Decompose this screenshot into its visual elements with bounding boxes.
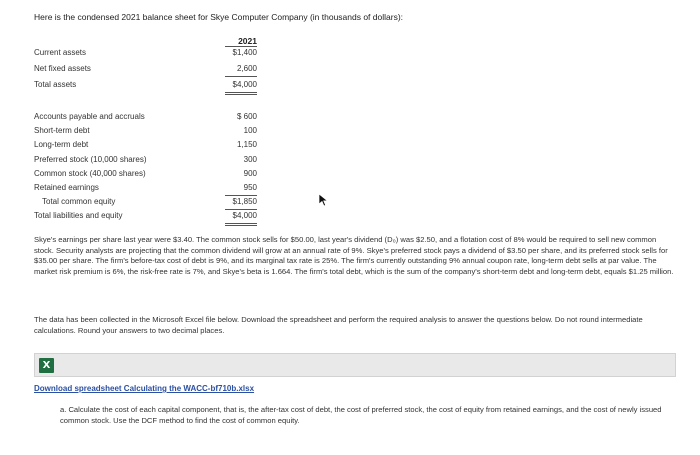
balance-row [34,64,260,76]
row-label: Net fixed assets [34,64,91,73]
subtotal-rule [225,209,257,210]
year-header-rule [225,46,257,47]
subtotal-rule [225,76,257,77]
row-label: Long-term debt [34,140,89,149]
row-value: $4,000 [232,211,257,220]
row-value: 2,600 [236,64,257,73]
balance-row [34,197,260,209]
question-a: a. Calculate the cost of each capital component, that is, the after-tax cost of debt, the cost of preferred stock, the cost of equity from retained earnings, and the cost of newly issued common stock. Use the DCF method to find the cost of common equity. [60,405,662,425]
row-value: $1,850 [232,197,257,206]
mouse-cursor-icon [318,193,330,207]
row-label: Preferred stock (10,000 shares) [34,155,147,164]
subtotal-rule [225,195,257,196]
row-label: Total liabilities and equity [34,211,123,220]
balance-row [34,211,260,223]
instructions-paragraph: The data has been collected in the Microsoft Excel file below. Download the spreadsheet and perform the required analysis to answer the questions below. Do not round intermediate calculations. Round your answers to two decimal places. [34,315,643,335]
row-value: 950 [243,183,257,192]
row-value: $ 600 [236,112,257,121]
download-spreadsheet-link[interactable]: Download spreadsheet Calculating the WACC-bf710b.xlsx [34,384,255,393]
row-label: Total assets [34,80,77,89]
balance-row [34,80,260,92]
excel-icon[interactable]: X [39,358,54,373]
row-value: 300 [243,155,257,164]
balance-row [34,126,260,138]
balance-row [34,48,260,60]
excel-attachment-bar [34,353,676,377]
balance-row [34,183,260,195]
row-value: 1,150 [236,140,257,149]
row-label: Retained earnings [34,183,99,192]
problem-paragraph: Skye's earnings per share last year were $3.40. The common stock sells for $50.00, last year's dividend (D₀) was $2.50, and a flotation cost of 8% would be required to sell new common stock. Security analysts are projecting that the common dividend will grow at an annual rate of 9%. Skye's preferred stock pays a dividend of $3.50 per share, and its preferred stock sells for $35.00 per share. The firm's before-tax cost of debt is 9%, and its marginal tax rate is 25%. The firm's currently outstanding 9% annual coupon rate, long-term debt sells at par value. The market risk premium is 6%, the risk-free rate is 7%, and Skye's beta is 1.664. The firm's total debt, which is the sum of the company's short-term debt and long-term debt, equals $1.25 million. [34,235,674,276]
year-header: 2021 [238,36,257,46]
row-label: Current assets [34,48,87,57]
balance-row [34,112,260,124]
balance-row [34,140,260,152]
row-label: Accounts payable and accruals [34,112,145,121]
total-double-rule [225,92,257,95]
row-label: Short-term debt [34,126,90,135]
intro-text: Here is the condensed 2021 balance sheet for Skye Computer Company (in thousands of dollars): [34,12,404,22]
row-label: Total common equity [42,197,116,206]
balance-row [34,155,260,167]
row-label: Common stock (40,000 shares) [34,169,146,178]
row-value: $1,400 [232,48,257,57]
balance-row [34,169,260,181]
row-value: $4,000 [232,80,257,89]
total-double-rule [225,223,257,226]
row-value: 900 [243,169,257,178]
row-value: 100 [243,126,257,135]
